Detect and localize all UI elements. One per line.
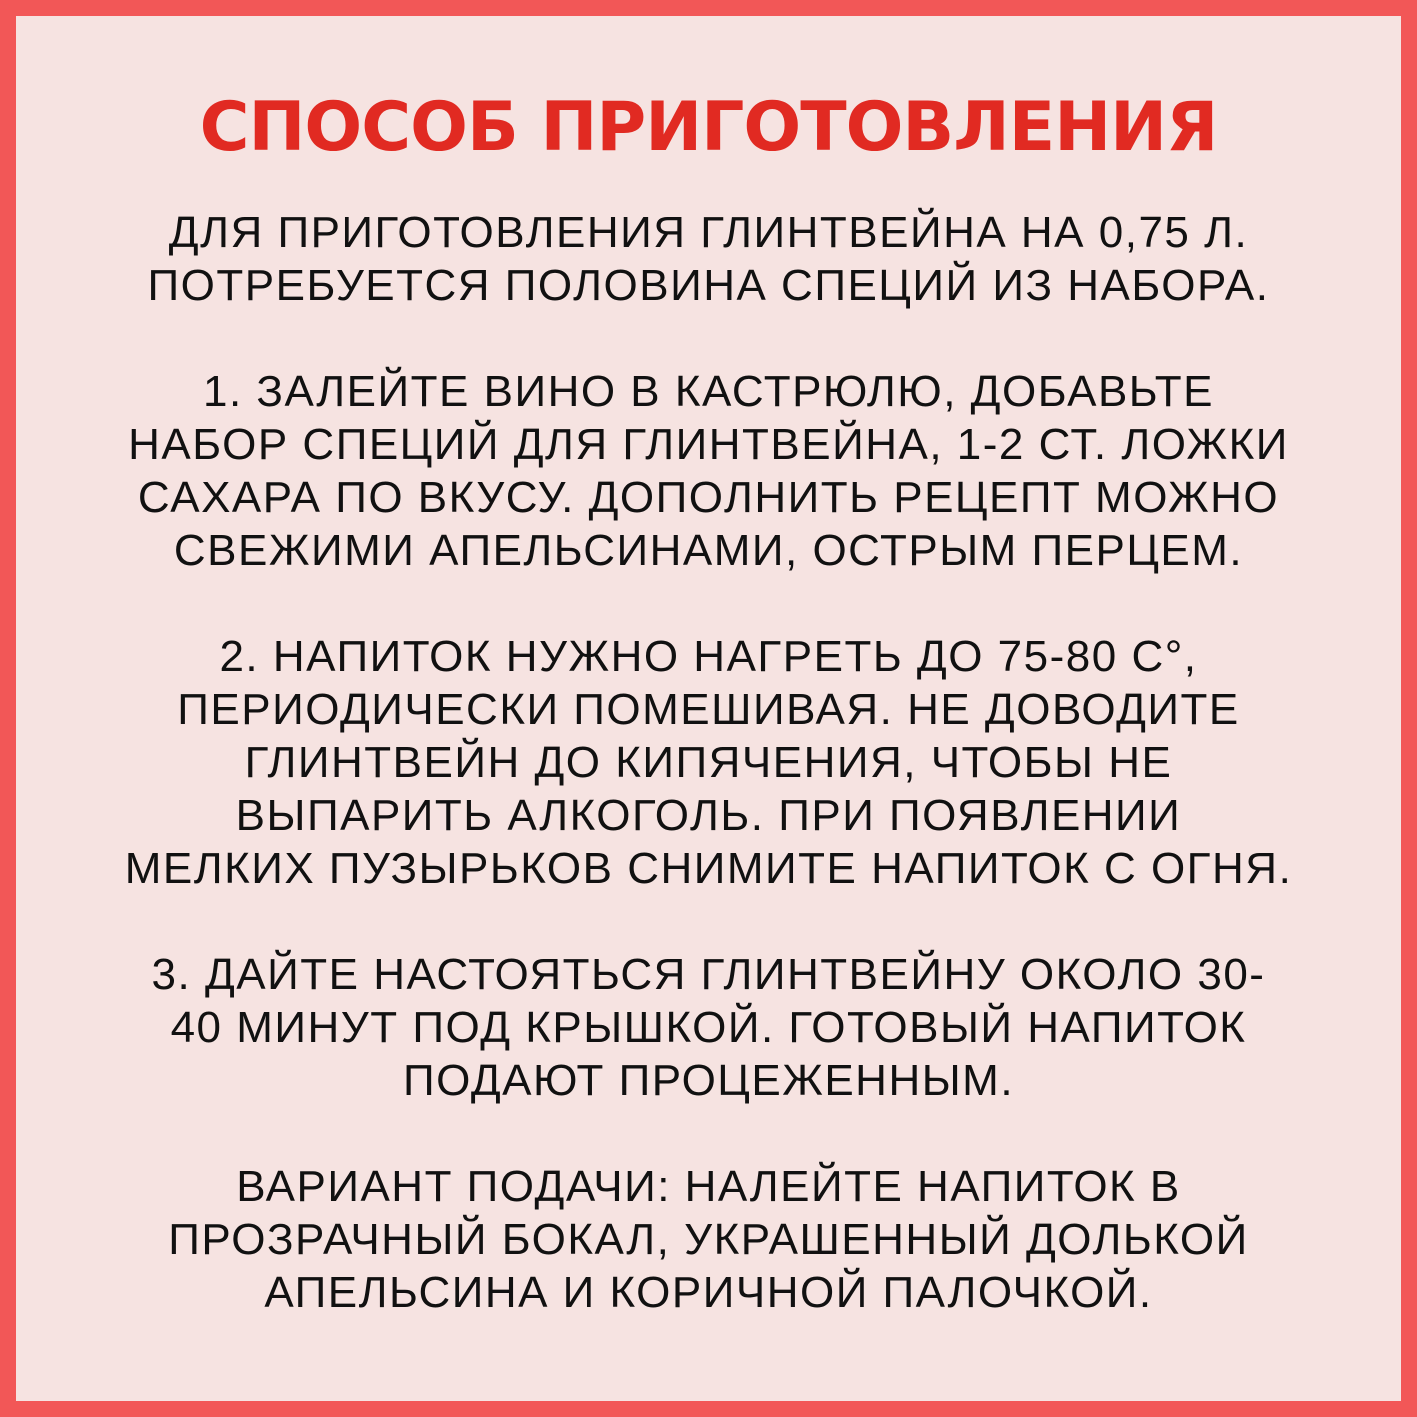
intro-paragraph <box>56 206 1361 312</box>
text-line: ПРОЗРАЧНЫЙ БОКАЛ, УКРАШЕННЫЙ ДОЛЬКОЙ <box>168 1215 1249 1264</box>
text-line: НАБОР СПЕЦИЙ ДЛЯ ГЛИНТВЕЙНА, 1-2 СТ. ЛОЖКИ <box>128 420 1289 469</box>
instructions <box>56 206 1361 1372</box>
text-line: 1. ЗАЛЕЙТЕ ВИНО В КАСТРЮЛЮ, ДОБАВЬТЕ <box>203 367 1214 416</box>
text-line: ПОТРЕБУЕТСЯ ПОЛОВИНА СПЕЦИЙ ИЗ НАБОРА. <box>147 261 1270 310</box>
text-line: 2. НАПИТОК НУЖНО НАГРЕТЬ ДО 75-80 С°, <box>219 632 1198 681</box>
text-line: 3. ДАЙТЕ НАСТОЯТЬСЯ ГЛИНТВЕЙНУ ОКОЛО 30- <box>151 950 1266 999</box>
text-line: ВЫПАРИТЬ АЛКОГОЛЬ. ПРИ ПОЯВЛЕНИИ <box>235 791 1182 840</box>
text-line: ПОДАЮТ ПРОЦЕЖЕННЫМ. <box>402 1056 1015 1105</box>
page-title: СПОСОБ ПРИГОТОВЛЕНИЯ <box>199 88 1218 167</box>
text-line: ДЛЯ ПРИГОТОВЛЕНИЯ ГЛИНТВЕЙНА НА 0,75 Л. <box>168 208 1249 257</box>
text-line: АПЕЛЬСИНА И КОРИЧНОЙ ПАЛОЧКОЙ. <box>264 1268 1153 1317</box>
text-line: ПЕРИОДИЧЕСКИ ПОМЕШИВАЯ. НЕ ДОВОДИТЕ <box>177 685 1240 734</box>
text-line: СВЕЖИМИ АПЕЛЬСИНАМИ, ОСТРЫМ ПЕРЦЕМ. <box>173 526 1244 575</box>
text-line: ВАРИАНТ ПОДАЧИ: НАЛЕЙТЕ НАПИТОК В <box>236 1162 1181 1211</box>
text-line: ГЛИНТВЕЙН ДО КИПЯЧЕНИЯ, ЧТОБЫ НЕ <box>244 738 1173 787</box>
step-2-paragraph <box>56 630 1361 895</box>
step-3-paragraph <box>56 948 1361 1107</box>
serving-paragraph <box>56 1160 1361 1319</box>
text-line: 40 МИНУТ ПОД КРЫШКОЙ. ГОТОВЫЙ НАПИТОК <box>170 1003 1247 1052</box>
step-1-paragraph <box>56 365 1361 577</box>
text-line: МЕЛКИХ ПУЗЫРЬКОВ СНИМИТЕ НАПИТОК С ОГНЯ. <box>124 844 1293 893</box>
text-line: САХАРА ПО ВКУСУ. ДОПОЛНИТЬ РЕЦЕПТ МОЖНО <box>137 473 1280 522</box>
